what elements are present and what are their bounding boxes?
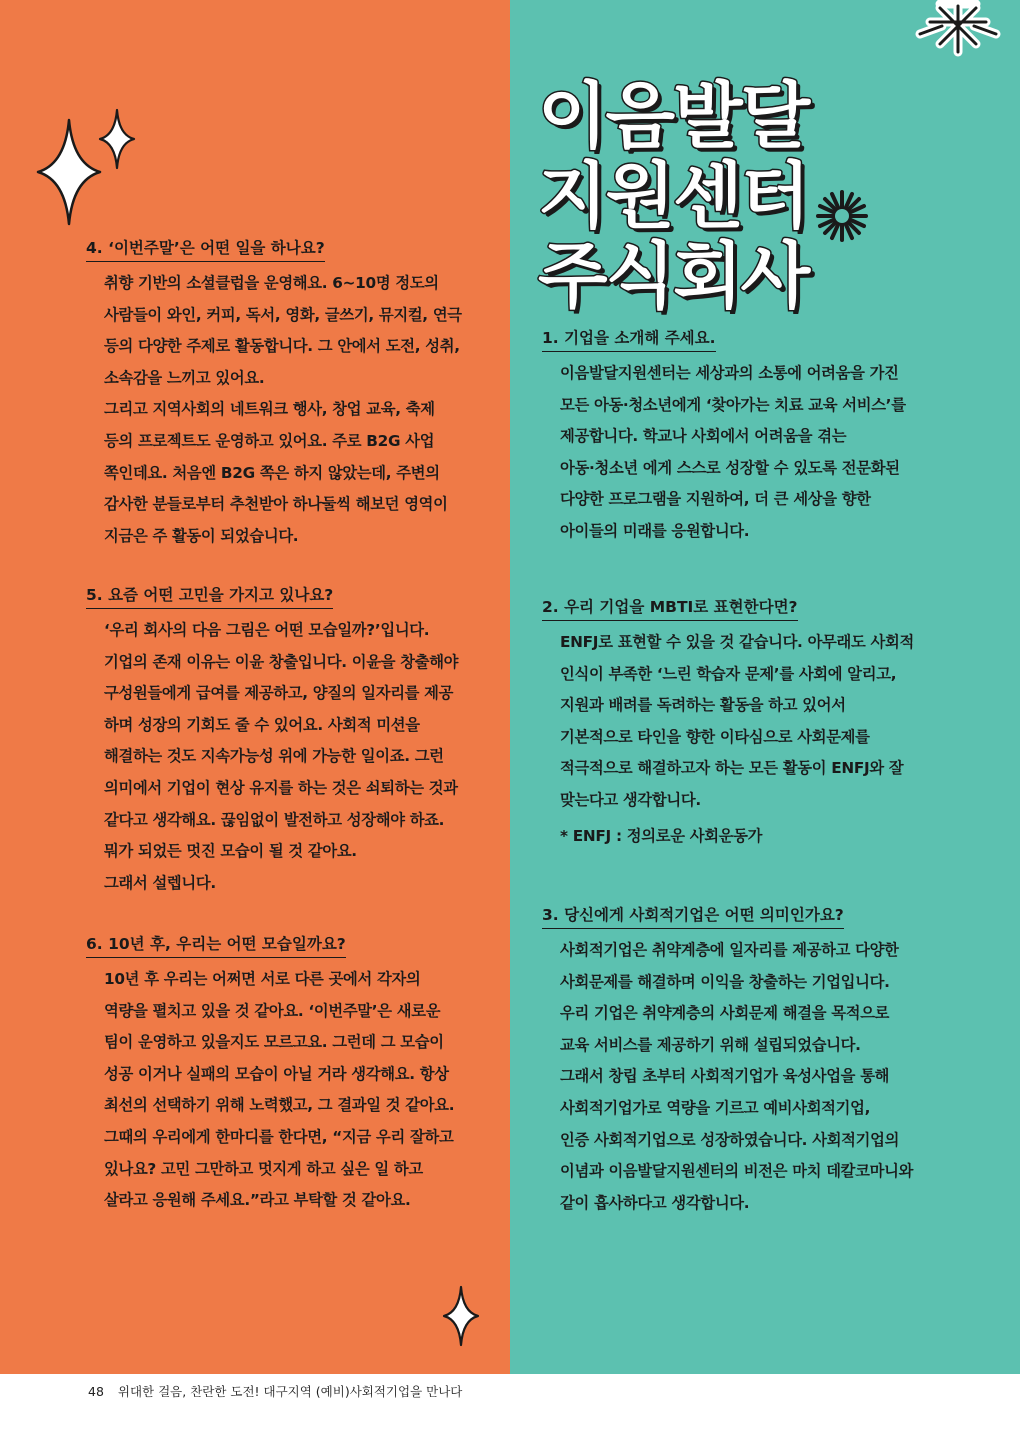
answer-line: 하며 성장의 기회도 줄 수 있어요. 사회적 미션을 (104, 715, 420, 734)
answer-line: 그래서 설렙니다. (104, 873, 216, 892)
answer-line: ‘우리 회사의 다음 그림은 어떤 모습일까?’입니다. (104, 621, 430, 639)
answer-line: 감사한 분들로부터 추천받아 하나둘씩 해보던 영역이 (104, 495, 448, 514)
question-block-3 (542, 903, 913, 1219)
answer-line: 살라고 응원해 주세요.”라고 부탁할 것 같아요. (104, 1191, 411, 1210)
answer-body (542, 627, 914, 852)
answer-line: 기본적으로 타인을 향한 이타심으로 사회문제를 (560, 727, 870, 746)
answer-line: 최선의 선택하기 위해 노력했고, 그 결과일 것 같아요. (104, 1096, 455, 1115)
answer-line: 사람들이 와인, 커피, 독서, 영화, 글쓰기, 뮤지컬, 연극 (104, 305, 462, 324)
answer-line: 적극적으로 해결하고자 하는 모든 활동이 ENFJ와 잘 (560, 759, 904, 778)
page-number: 48 (88, 1384, 104, 1399)
answer-line: 구성원들에게 급여를 제공하고, 양질의 일자리를 제공 (104, 684, 454, 703)
answer-body (86, 615, 458, 899)
question-block-4 (86, 236, 462, 552)
answer-line: 역량을 펼치고 있을 것 같아요. ‘이번주말’은 새로운 (104, 1001, 441, 1020)
answer-line: 그래서 창립 초부터 사회적기업가 육성사업을 통해 (560, 1067, 890, 1086)
page-footer (88, 1382, 462, 1400)
question-title: 6. 10년 후, 우리는 어떤 모습일까요? (86, 932, 346, 958)
answer-line: 제공합니다. 학교나 사회에서 어려움을 겪는 (560, 427, 847, 446)
question-title: 3. 당신에게 사회적기업은 어떤 의미인가요? (542, 903, 844, 929)
answer-line: 이음발달지원센터는 세상과의 소통에 어려움을 가진 (560, 364, 899, 382)
answer-line: 교육 서비스를 제공하기 위해 설립되었습니다. (560, 1035, 861, 1054)
answer-line: 성공 이거나 실패의 모습이 아닐 거라 생각해요. 항상 (104, 1064, 449, 1083)
answer-line: 아이들의 미래를 응원합니다. (560, 521, 750, 540)
question-block-5 (86, 583, 458, 899)
answer-line: 쪽인데요. 처음엔 B2G 쪽은 하지 않았는데, 주변의 (104, 463, 440, 482)
title-line: 지원센터 (538, 154, 809, 238)
answer-line: 아동·청소년 에게 스스로 성장할 수 있도록 전문화된 (560, 458, 900, 477)
answer-line: 해결하는 것도 지속가능성 위에 가능한 일이죠. 그런 (104, 747, 444, 766)
footnote: * ENFJ : 정의로운 사회운동가 (560, 826, 763, 845)
answer-line: 맞는다고 생각합니다. (560, 790, 701, 809)
burst-top-icon (900, 0, 1010, 60)
answer-line: 이념과 이음발달지원센터의 비전은 마치 데칼코마니와 (560, 1162, 914, 1181)
answer-line: 있나요? 고민 그만하고 멋지게 하고 싶은 일 하고 (104, 1159, 423, 1178)
answer-line: 그때의 우리에게 한마디를 한다면, “지금 우리 잘하고 (104, 1127, 454, 1146)
question-block-2 (542, 595, 914, 852)
question-block-6 (86, 932, 454, 1217)
title-line: 주식회사 (538, 234, 809, 318)
answer-line: 의미에서 기업이 현상 유지를 하는 것은 쇠퇴하는 것과 (104, 778, 458, 797)
title-line: 이음발달 (538, 74, 809, 158)
question-block-1 (542, 326, 906, 548)
question-title: 4. ‘이번주말’은 어떤 일을 하나요? (86, 236, 325, 262)
question-title: 2. 우리 기업을 MBTI로 표현한다면? (542, 595, 798, 621)
answer-line: 모든 아동·청소년에게 ‘찾아가는 치료 교육 서비스’를 (560, 395, 906, 414)
answer-line: 10년 후 우리는 어쩌면 서로 다른 곳에서 각자의 (104, 970, 421, 988)
answer-line: ENFJ로 표현할 수 있을 것 같습니다. 아무래도 사회적 (560, 633, 914, 651)
answer-line: 같다고 생각해요. 끊임없이 발전하고 성장해야 하죠. (104, 810, 445, 829)
answer-body (86, 268, 462, 552)
question-title: 5. 요즘 어떤 고민을 가지고 있나요? (86, 583, 333, 609)
answer-line: 소속감을 느끼고 있어요. (104, 368, 265, 387)
answer-line: 그리고 지역사회의 네트워크 행사, 창업 교육, 축제 (104, 400, 435, 419)
footer-text: 위대한 걸음, 찬란한 도전! 대구지역 (예비)사회적기업을 만나다 (117, 1384, 463, 1399)
answer-line: 다양한 프로그램을 지원하여, 더 큰 세상을 향한 (560, 490, 871, 509)
answer-line: 사회적기업은 취약계층에 일자리를 제공하고 다양한 (560, 941, 899, 959)
answer-line: 등의 다양한 주제로 활동합니다. 그 안에서 도전, 성취, (104, 337, 460, 356)
answer-line: 인식이 부족한 ‘느린 학습자 문제’를 사회에 알리고, (560, 664, 897, 683)
sparkle-small-icon (98, 108, 136, 170)
question-title: 1. 기업을 소개해 주세요. (542, 326, 716, 352)
answer-line: 같이 흡사하다고 생각합니다. (560, 1193, 750, 1212)
answer-line: 뭐가 되었든 멋진 모습이 될 것 같아요. (104, 842, 357, 861)
answer-line: 등의 프로젝트도 운영하고 있어요. 주로 B2G 사업 (104, 431, 435, 450)
answer-line: 사회문제를 해결하며 이익을 창출하는 기업입니다. (560, 972, 890, 991)
answer-line: 팀이 운영하고 있을지도 모르고요. 그런데 그 모습이 (104, 1033, 444, 1052)
answer-line: 사회적기업가로 역량을 기르고 예비사회적기업, (560, 1098, 871, 1117)
answer-line: 기업의 존재 이유는 이윤 창출입니다. 이윤을 창출해야 (104, 652, 459, 671)
answer-body (86, 964, 454, 1217)
answer-body (542, 358, 906, 548)
answer-line: 우리 기업은 취약계층의 사회문제 해결을 목적으로 (560, 1004, 890, 1023)
answer-line: 지원과 배려를 독려하는 활동을 하고 있어서 (560, 696, 846, 715)
answer-line: 취향 기반의 소셜클럽을 운영해요. 6~10명 정도의 (104, 274, 439, 292)
page-title (538, 76, 808, 316)
answer-body (542, 935, 913, 1219)
sparkle-large-icon (36, 118, 102, 226)
burst-mid-icon (814, 188, 870, 244)
sparkle-bottom-icon (442, 1285, 480, 1347)
answer-line: 인증 사회적기업으로 성장하였습니다. 사회적기업의 (560, 1130, 900, 1149)
answer-line: 지금은 주 활동이 되었습니다. (104, 526, 299, 545)
